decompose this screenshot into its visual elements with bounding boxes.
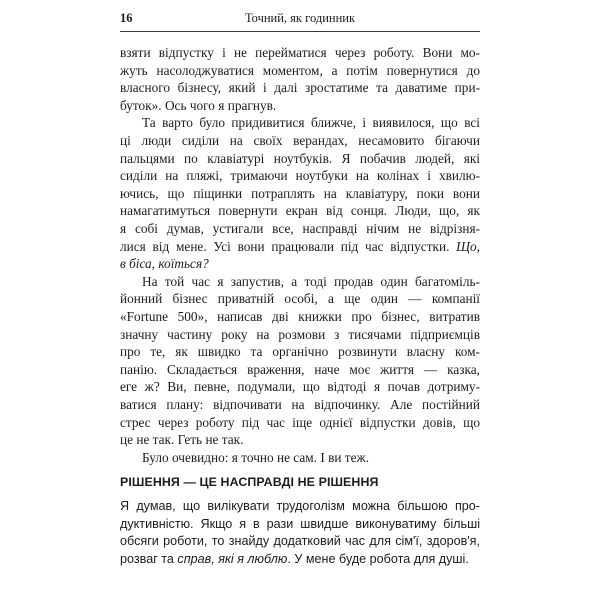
paragraph-5-line-4-end: . У мене буде робота для душі. xyxy=(287,551,469,566)
paragraph-2-line-9 xyxy=(120,255,480,273)
paragraph-2-line-8-italic: Що, xyxy=(456,238,480,254)
paragraph-3-line-9: стрес через роботу під час іще однієї відпустки довів, що xyxy=(120,414,480,430)
paragraph-5-line-2: дуктивністю. Якщо я в рази швидше виконуватиму більші xyxy=(120,516,480,531)
paragraph-3-line-7: еге ж? Ви, певне, подумали, що відтоді я почав дотриму- xyxy=(120,379,480,395)
paragraph-2-line-3: пальцями по клавіатурі ноутбуків. Я побачив людей, які xyxy=(120,150,480,166)
paragraph-2-line-7: я собі думав, устигали все, насправді нічим не відрізня- xyxy=(120,221,480,236)
paragraph-3-line-5: про те, як швидко та органічно розвинути власну ком- xyxy=(120,344,480,360)
paragraph-2-line-6: намагатимуться повернути екран від сонця. Люди, що, як xyxy=(120,203,480,219)
paragraph-2-line-1: Та варто було придивитися ближче, і виявилося, що всі xyxy=(142,115,480,131)
paragraph-2-line-8-text: лися від мене. Усі вони працювали під час відпустки. xyxy=(120,238,457,254)
paragraph-5-line-1: Я думав, що вилікувати трудоголізм можна більшою про- xyxy=(120,499,480,513)
page-number: 16 xyxy=(120,11,133,25)
paragraph-1-line-2: жуть насолоджуватися моментом, а потім повернутися до xyxy=(120,62,480,78)
paragraph-4-line-1: Було очевидно: я точно не сам. І ви теж. xyxy=(142,449,370,465)
running-title: Точний, як годинник xyxy=(244,11,356,25)
paragraph-1-line-1: взяти відпустку і не перейматися через роботу. Вони мо- xyxy=(120,45,480,60)
page-header xyxy=(120,10,480,26)
paragraph-5-line-4-start: розваг та xyxy=(120,551,178,566)
paragraph-3-line-6: панію. Складається враження, наче моє життя — казка, xyxy=(120,361,480,377)
paragraph-2-line-8 xyxy=(120,238,480,256)
paragraph-2-line-5: ючись, що піщинки потраплять на клавіатуру, поки вони xyxy=(120,185,480,201)
paragraph-5-line-4-italic: справ, які я люблю xyxy=(177,551,288,566)
section-heading: РІШЕННЯ — ЦЕ НАСПРАВДІ НЕ РІШЕННЯ xyxy=(120,475,379,490)
paragraph-1-line-3: власного бізнесу, який і далі зростатиме та даватиме при- xyxy=(120,80,480,96)
paragraph-3-line-10: це не так. Геть не так. xyxy=(120,432,244,448)
header-divider xyxy=(120,31,480,32)
paragraph-5-line-4 xyxy=(120,551,480,569)
paragraph-3-line-4: значну частину року на розмови з тисячами підприємців xyxy=(120,326,480,342)
paragraph-3-line-2: йонний бізнес приватній особі, а ще один — компанії xyxy=(120,291,480,307)
paragraph-1-line-4: буток». Ось чого я прагнув. xyxy=(120,97,277,113)
paragraph-2-line-4: сиділи на пляжі, тримаючи ноутбуки на колінах і хвилю- xyxy=(120,168,480,184)
paragraph-2-line-2: ці люди сиділи на своїх верандах, несамовито бігаючи xyxy=(120,133,480,148)
paragraph-5-line-3: обсяги роботи, то знайду додатковий час для сім'ї, здоров'я, xyxy=(120,534,480,549)
paragraph-3-line-3: «Fortune 500», написав дві книжки про бізнес, витратив xyxy=(120,309,480,324)
paragraph-3-line-1: На той час я запустив, а тоді продав один багатоміль- xyxy=(142,273,480,289)
paragraph-3-line-8: ватися плану: відпочивати на відпочинку. Але постійний xyxy=(120,397,480,412)
paragraph-2-line-9-italic: в біса, коїться? xyxy=(120,256,209,272)
